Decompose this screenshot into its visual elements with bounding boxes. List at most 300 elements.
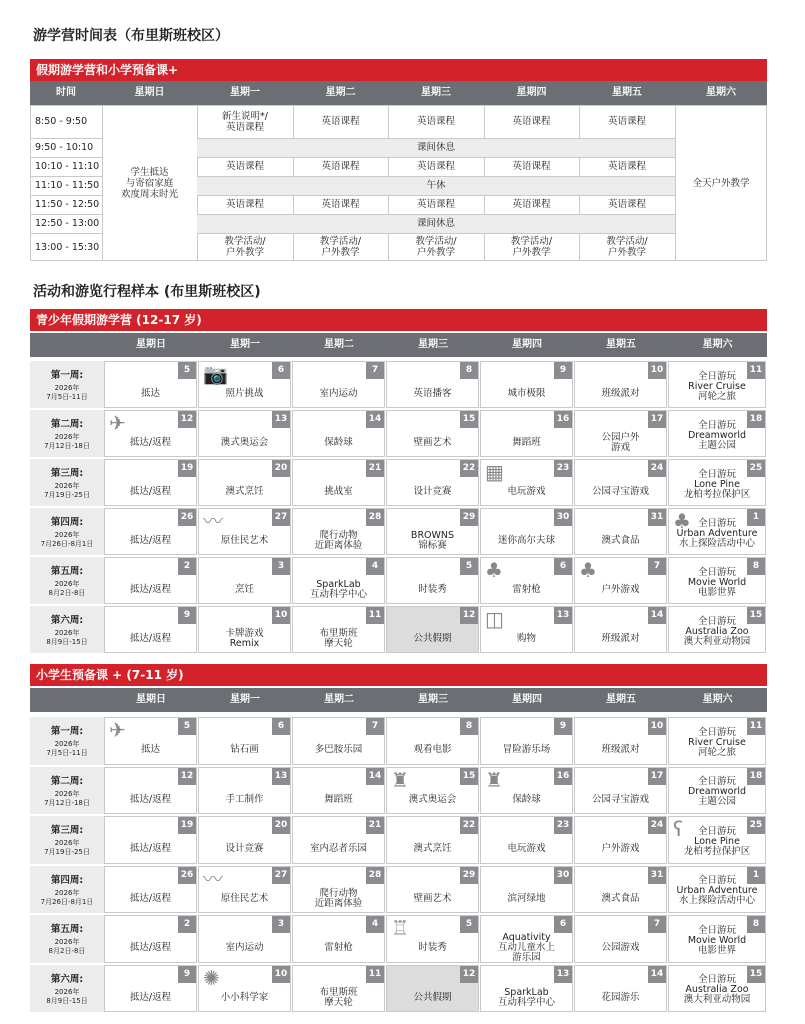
activity-cell xyxy=(668,557,766,604)
day-number: 21 xyxy=(366,460,384,477)
timetable-banner: 假期游学营和小学预备课+ xyxy=(30,59,767,81)
day-header: 星期五 xyxy=(606,694,636,705)
day-number: 27 xyxy=(272,509,290,526)
activity-label: 爬行动物 近距离体验 xyxy=(314,530,363,551)
sunday-cell: 学生抵达 与寄宿家庭 欢度周末时光 xyxy=(120,166,178,200)
week-dates: 2026年 7月26日-8月1日 xyxy=(40,888,94,906)
day-number: 11 xyxy=(366,966,384,983)
day-number: 12 xyxy=(460,607,478,624)
activity-label: 手工制作 xyxy=(225,793,264,805)
day-number: 28 xyxy=(366,509,384,526)
header-thursday: 星期四 xyxy=(516,87,547,98)
week-number: 第六周: xyxy=(50,615,84,626)
activity-label: 抵达/返程 xyxy=(129,584,172,595)
activity-cell xyxy=(198,816,291,864)
activity-label: 全日游玩 Australia Zoo 澳大利亚动物园 xyxy=(683,615,751,647)
activity-label: 公园寻宝游戏 xyxy=(591,793,649,805)
activity-label: 原住民艺术 xyxy=(220,535,269,546)
activity-cell xyxy=(198,459,291,506)
activity-label: 冒险游乐场 xyxy=(502,744,551,756)
activity-cell xyxy=(104,410,197,457)
day-number: 7 xyxy=(648,558,666,575)
class-cell: 英语课程 xyxy=(416,116,455,127)
activity-cell xyxy=(198,965,291,1013)
activity-label: 全日游玩 Movie World 电影世界 xyxy=(687,924,747,956)
activity-cell xyxy=(574,816,667,864)
day-number: 2 xyxy=(178,916,196,933)
day-number: 12 xyxy=(178,768,196,785)
class-cell: 英语课程 xyxy=(512,199,551,210)
day-number: 24 xyxy=(648,460,666,477)
class-cell: 教学活动/ 户外教学 xyxy=(606,236,648,258)
week-dates: 2026年 7月5日-11日 xyxy=(46,740,88,757)
sample-title: 活动和游览行程样本 (布里斯班校区) xyxy=(33,284,261,300)
activity-cell xyxy=(574,508,667,555)
activity-label: 户外游戏 xyxy=(601,584,640,595)
activity-cell xyxy=(574,965,667,1013)
activity-label: 设计竞赛 xyxy=(413,486,452,497)
activity-cell xyxy=(104,915,197,963)
day-header: 星期二 xyxy=(324,339,354,350)
shopping-bag-icon: ◫ xyxy=(485,607,504,631)
day-number: 18 xyxy=(747,411,765,428)
activity-cell xyxy=(480,915,573,963)
activity-cell xyxy=(668,508,766,555)
activity-label: 班级派对 xyxy=(601,633,640,644)
activity-label: 多巴胺乐园 xyxy=(314,744,363,756)
ferris-wheel-icon: ✺ xyxy=(203,965,220,990)
day-header: 星期一 xyxy=(230,694,260,705)
day-number: 1 xyxy=(747,509,765,526)
activity-cell xyxy=(480,606,573,653)
activity-label: 抵达/返程 xyxy=(129,991,172,1003)
activity-cell xyxy=(292,361,385,408)
arcade-icon: ▦ xyxy=(485,460,504,484)
airplane-icon: ✈ xyxy=(109,411,126,435)
activity-cell xyxy=(104,816,197,864)
class-cell: 英语课程 xyxy=(512,161,551,172)
break-row: 课间休息 xyxy=(197,214,675,233)
class-cell: 英语课程 xyxy=(321,199,360,210)
activity-label: SparkLab 互动科学中心 xyxy=(497,986,555,1008)
day-number: 14 xyxy=(366,768,384,785)
day-number: 16 xyxy=(554,768,572,785)
activity-label: 原住民艺术 xyxy=(220,892,269,904)
activity-label: 滨河绿地 xyxy=(507,892,546,904)
day-number: 10 xyxy=(272,607,290,624)
activity-label: 室内忍者乐园 xyxy=(309,843,367,855)
week-number: 第一周: xyxy=(50,370,84,381)
day-number: 13 xyxy=(272,411,290,428)
activity-label: 英语播客 xyxy=(413,388,452,399)
day-number: 9 xyxy=(178,966,196,983)
activity-label: 保龄球 xyxy=(512,793,541,805)
activity-cell xyxy=(480,866,573,914)
day-number: 12 xyxy=(178,411,196,428)
activity-label: 迷你高尔夫球 xyxy=(497,535,555,546)
class-cell: 英语课程 xyxy=(225,199,264,210)
activity-cell xyxy=(668,965,766,1013)
day-header: 星期一 xyxy=(230,339,260,350)
day-number: 31 xyxy=(648,867,666,884)
activity-label: 抵达/返程 xyxy=(129,486,172,497)
activity-cell xyxy=(386,508,479,555)
time-slot: 11:50 - 12:50 xyxy=(35,199,100,210)
day-number: 15 xyxy=(460,768,478,785)
activity-label: 全日游玩 Urban Adventure 水上探险活动中心 xyxy=(676,875,758,907)
day-number: 11 xyxy=(366,607,384,624)
week-number: 第二周: xyxy=(50,775,84,787)
class-cell: 英语课程 xyxy=(416,161,455,172)
activity-cell xyxy=(480,508,573,555)
activity-cell xyxy=(104,767,197,815)
grid-line xyxy=(197,138,675,139)
activity-cell xyxy=(198,866,291,914)
day-number: 15 xyxy=(747,966,765,983)
day-number: 20 xyxy=(272,817,290,834)
activity-label: 公园寻宝游戏 xyxy=(591,486,649,497)
day-number: 9 xyxy=(554,718,572,735)
day-number: 25 xyxy=(747,460,765,477)
activity-cell xyxy=(480,557,573,604)
activity-cell xyxy=(668,816,766,864)
week-number: 第四周: xyxy=(50,874,84,886)
activity-cell xyxy=(574,606,667,653)
activity-label: 澳式食品 xyxy=(601,535,640,546)
activity-label: 布里斯班 摩天轮 xyxy=(319,986,358,1008)
activity-cell xyxy=(292,816,385,864)
activity-label: 抵达/返程 xyxy=(129,793,172,805)
class-cell: 英语课程 xyxy=(512,116,551,127)
junior-header-row xyxy=(30,688,767,712)
time-slot: 9:50 - 10:10 xyxy=(35,142,94,153)
week-dates: 2026年 7月12日-18日 xyxy=(44,789,90,807)
week-dates: 2026年 7月19日-25日 xyxy=(44,482,90,499)
grid-line xyxy=(484,105,485,138)
day-number: 7 xyxy=(366,362,384,379)
grid-line xyxy=(579,195,580,214)
activity-label: 澳式食品 xyxy=(601,892,640,904)
activity-label: 全日游玩 Lone Pine 龙柏考拉保护区 xyxy=(683,825,751,857)
week-label xyxy=(30,767,104,815)
day-number: 5 xyxy=(178,362,196,379)
activity-label: 澳式烹饪 xyxy=(413,843,452,855)
grid-line xyxy=(388,105,389,138)
day-number: 25 xyxy=(747,817,765,834)
activity-label: 抵达 xyxy=(140,388,160,399)
day-number: 27 xyxy=(272,867,290,884)
clothes-icon: ♖ xyxy=(391,916,409,940)
activity-cell xyxy=(386,410,479,457)
class-cell: 教学活动/ 户外教学 xyxy=(224,236,266,258)
grid-line xyxy=(579,233,580,261)
activity-label: 设计竞赛 xyxy=(225,843,264,855)
activity-label: 抵达/返程 xyxy=(129,843,172,855)
activity-cell xyxy=(668,717,766,765)
activity-cell xyxy=(198,767,291,815)
activity-cell xyxy=(104,361,197,408)
day-number: 28 xyxy=(366,867,384,884)
activity-label: 观看电影 xyxy=(413,744,452,756)
activity-label: 抵达 xyxy=(140,744,160,756)
grid-line xyxy=(579,157,580,176)
activity-cell xyxy=(574,557,667,604)
class-cell: 教学活动/ 户外教学 xyxy=(319,236,362,258)
activity-cell xyxy=(480,410,573,457)
week-number: 第一周: xyxy=(50,726,84,737)
day-header: 星期日 xyxy=(136,339,166,350)
day-number: 13 xyxy=(272,768,290,785)
activity-cell xyxy=(386,767,479,815)
day-number: 8 xyxy=(460,718,478,735)
activity-label: 花园游乐 xyxy=(601,991,640,1003)
day-number: 14 xyxy=(648,966,666,983)
day-number: 29 xyxy=(460,867,478,884)
activity-label: 抵达/返程 xyxy=(129,942,172,954)
activity-cell xyxy=(574,866,667,914)
grid-line xyxy=(388,157,389,176)
day-number: 6 xyxy=(272,718,290,735)
activity-label: 班级派对 xyxy=(601,388,640,399)
activity-cell xyxy=(668,410,766,457)
activity-label: 公共假期 xyxy=(413,991,452,1003)
activity-cell xyxy=(292,410,385,457)
activity-cell xyxy=(292,915,385,963)
activity-label: 户外游戏 xyxy=(601,843,640,855)
week-label xyxy=(30,816,104,864)
activity-label: 公园户外 游戏 xyxy=(601,432,640,453)
class-cell: 新生说明*/ 英语课程 xyxy=(222,110,268,133)
activity-label: 保龄球 xyxy=(324,437,353,448)
day-number: 13 xyxy=(554,966,572,983)
activity-label: 购物 xyxy=(516,633,536,644)
activity-cell xyxy=(386,361,479,408)
day-number: 5 xyxy=(460,558,478,575)
activity-label: 爬行动物 近距离体验 xyxy=(314,887,363,909)
week-number: 第五周: xyxy=(50,566,84,577)
junior-banner: 小学生预备课 + (7-11 岁) xyxy=(30,664,767,686)
day-number: 9 xyxy=(178,607,196,624)
activity-cell xyxy=(386,717,479,765)
activity-label: 舞蹈班 xyxy=(512,437,541,448)
activity-label: 时装秀 xyxy=(418,942,447,954)
week-label xyxy=(30,459,104,506)
week-dates: 2026年 7月26日-8月1日 xyxy=(40,531,94,548)
grid-line xyxy=(30,157,102,158)
day-number: 10 xyxy=(648,362,666,379)
day-header: 星期日 xyxy=(136,694,166,705)
activity-label: 全日游玩 Movie World 电影世界 xyxy=(687,566,747,598)
day-number: 6 xyxy=(554,558,572,575)
activity-label: 壁画艺术 xyxy=(413,437,452,448)
week-label xyxy=(30,361,104,408)
activity-cell xyxy=(292,965,385,1013)
day-header: 星期二 xyxy=(324,694,354,705)
activity-label: 抵达/返程 xyxy=(129,535,172,546)
activity-label: 全日游玩 Australia Zoo 澳大利亚动物园 xyxy=(683,974,751,1006)
grid-line xyxy=(30,214,102,215)
activity-cell xyxy=(292,459,385,506)
day-number: 4 xyxy=(366,558,384,575)
activity-cell xyxy=(480,816,573,864)
time-slot: 11:10 - 11:50 xyxy=(35,180,100,191)
grid-line xyxy=(388,233,389,261)
activity-label: 雷射枪 xyxy=(324,942,353,954)
activity-label: 电玩游戏 xyxy=(507,843,546,855)
activity-cell xyxy=(574,915,667,963)
day-number: 26 xyxy=(178,509,196,526)
activity-cell xyxy=(480,767,573,815)
activity-label: Aquativity 互动儿童水上 游乐园 xyxy=(497,932,555,964)
activity-label: 雷射枪 xyxy=(512,584,541,595)
class-cell: 英语课程 xyxy=(321,116,360,127)
teen-calendar xyxy=(30,361,767,653)
grid-line xyxy=(30,176,102,177)
week-dates: 2026年 8月2日-8日 xyxy=(48,580,86,597)
header-tuesday: 星期二 xyxy=(325,87,356,98)
week-label xyxy=(30,965,104,1013)
activity-cell xyxy=(574,410,667,457)
koala-icon: ʕ xyxy=(673,817,684,841)
week-dates: 2026年 8月9日-15日 xyxy=(46,629,88,646)
activity-cell xyxy=(668,767,766,815)
grid-line xyxy=(293,157,294,176)
grid-line xyxy=(484,233,485,261)
day-number: 6 xyxy=(554,916,572,933)
activity-label: 室内运动 xyxy=(225,942,264,954)
day-number: 18 xyxy=(747,768,765,785)
activity-label: SparkLab 互动科学中心 xyxy=(309,579,367,600)
activity-label: 时装秀 xyxy=(418,584,447,595)
activity-cell xyxy=(574,717,667,765)
week-dates: 2026年 7月19日-25日 xyxy=(44,839,90,856)
activity-label: 电玩游戏 xyxy=(507,486,546,497)
bowling-icon: ♜ xyxy=(485,767,503,792)
activity-cell xyxy=(480,717,573,765)
day-number: 22 xyxy=(460,817,478,834)
time-slot: 8:50 - 9:50 xyxy=(35,116,88,127)
day-header: 星期三 xyxy=(418,694,448,705)
day-number: 5 xyxy=(178,718,196,735)
activity-label: 布里斯班 摩天轮 xyxy=(319,628,358,649)
day-number: 8 xyxy=(747,558,765,575)
activity-cell xyxy=(292,606,385,653)
day-number: 20 xyxy=(272,460,290,477)
grid-line xyxy=(30,233,102,234)
activity-cell xyxy=(104,459,197,506)
timetable-header-row xyxy=(30,81,767,105)
activity-cell xyxy=(574,459,667,506)
break-row: 课间休息 xyxy=(197,138,675,157)
activity-cell xyxy=(480,361,573,408)
activity-cell xyxy=(292,557,385,604)
grid-line xyxy=(197,233,675,234)
day-number: 26 xyxy=(178,867,196,884)
teen-banner: 青少年假期游学营 (12-17 岁) xyxy=(30,309,767,331)
grid-line xyxy=(293,233,294,261)
activity-label: 舞蹈班 xyxy=(324,793,353,805)
activity-label: 全日游玩 Dreamworld 主题公园 xyxy=(687,776,747,808)
week-number: 第五周: xyxy=(50,924,84,935)
activity-label: 挑战室 xyxy=(324,486,353,497)
week-dates: 2026年 8月2日-8日 xyxy=(48,938,86,955)
activity-cell xyxy=(480,459,573,506)
grid-line xyxy=(293,105,294,138)
class-cell: 英语课程 xyxy=(416,199,455,210)
day-number: 22 xyxy=(460,460,478,477)
day-number: 5 xyxy=(460,916,478,933)
grid-line xyxy=(484,157,485,176)
activity-label: 公园游戏 xyxy=(601,942,640,954)
day-number: 1 xyxy=(747,867,765,884)
day-number: 6 xyxy=(272,362,290,379)
activity-label: 全日游玩 River Cruise 河轮之旅 xyxy=(688,726,746,758)
day-number: 16 xyxy=(554,411,572,428)
day-number: 24 xyxy=(648,817,666,834)
activity-cell xyxy=(198,915,291,963)
grid-line xyxy=(197,195,675,196)
activity-label: 全日游玩 River Cruise 河轮之旅 xyxy=(688,370,746,402)
week-label xyxy=(30,410,104,457)
day-number: 19 xyxy=(178,817,196,834)
day-number: 3 xyxy=(272,558,290,575)
grid-line xyxy=(30,195,102,196)
activity-cell xyxy=(292,717,385,765)
activity-cell xyxy=(386,606,479,653)
activity-cell xyxy=(480,965,573,1013)
activity-label: 全日游玩 Dreamworld 主题公园 xyxy=(687,419,747,451)
camera-icon: 📷 xyxy=(203,362,228,386)
day-number: 3 xyxy=(272,916,290,933)
junior-calendar xyxy=(30,717,767,1015)
class-cell: 英语课程 xyxy=(607,199,646,210)
day-number: 31 xyxy=(648,509,666,526)
day-number: 12 xyxy=(460,966,478,983)
activity-cell xyxy=(198,410,291,457)
time-slot: 10:10 - 11:10 xyxy=(35,161,100,172)
day-number: 13 xyxy=(554,607,572,624)
grid-line xyxy=(293,195,294,214)
header-sunday: 星期日 xyxy=(134,87,165,98)
activity-label: 全日游玩 Urban Adventure 水上探险活动中心 xyxy=(676,517,758,549)
activity-cell xyxy=(386,816,479,864)
activity-cell xyxy=(292,866,385,914)
activity-cell xyxy=(386,557,479,604)
boomerang-icon: 〰 xyxy=(203,509,223,533)
week-number: 第二周: xyxy=(50,419,84,430)
day-number: 17 xyxy=(648,768,666,785)
airplane-icon: ✈ xyxy=(109,718,126,742)
activity-cell xyxy=(386,965,479,1013)
activity-label: 烹饪 xyxy=(234,584,254,595)
day-number: 11 xyxy=(747,362,765,379)
activity-cell xyxy=(668,459,766,506)
activity-label: 抵达/返程 xyxy=(129,633,172,644)
activity-cell xyxy=(198,361,291,408)
activity-cell xyxy=(574,361,667,408)
activity-label: 公共假期 xyxy=(413,633,452,644)
day-header: 星期五 xyxy=(606,339,636,350)
activity-cell xyxy=(386,866,479,914)
day-header: 星期四 xyxy=(512,694,542,705)
activity-cell xyxy=(104,557,197,604)
day-number: 23 xyxy=(554,460,572,477)
grid-line xyxy=(388,195,389,214)
activity-label: 室内运动 xyxy=(319,388,358,399)
class-cell: 英语课程 xyxy=(321,161,360,172)
activity-cell xyxy=(104,965,197,1013)
day-number: 30 xyxy=(554,867,572,884)
